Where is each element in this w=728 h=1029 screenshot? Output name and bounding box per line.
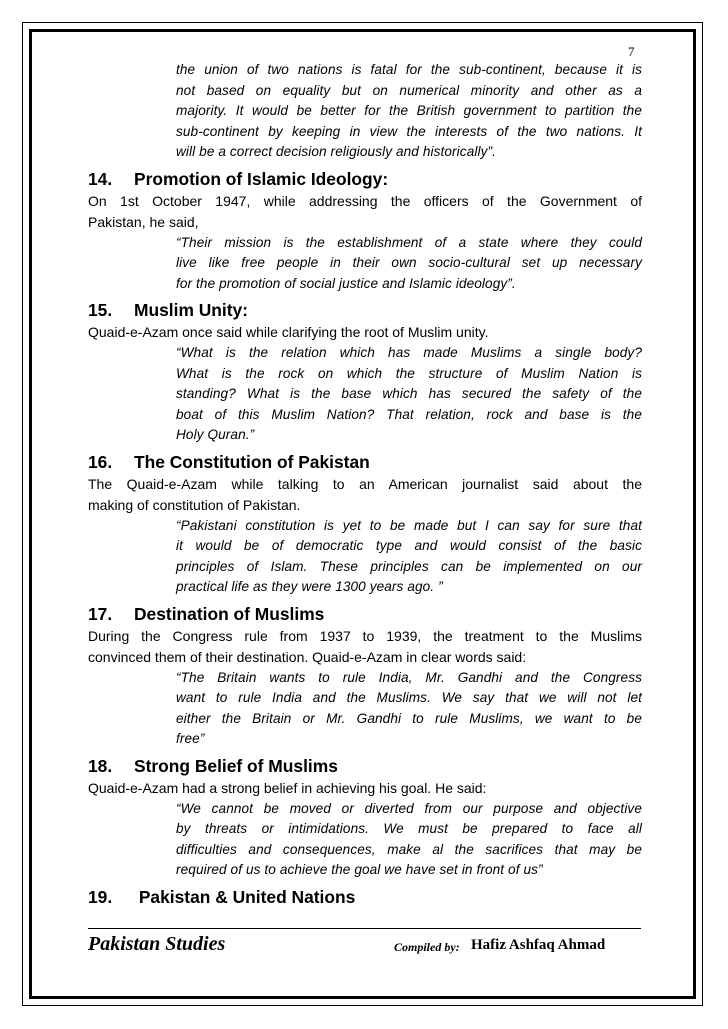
section-heading-14: [88, 167, 642, 191]
section-title: Muslim Unity:: [134, 300, 249, 320]
paragraph-line: convinced them of their destination. Quaid-e-Azam in clear words said:: [88, 648, 527, 665]
quote-line: boat of this Muslim Nation? That relation, rock and base is the: [176, 406, 642, 422]
section-heading-16: [88, 450, 642, 474]
footer-author: Hafiz Ashfaq Ahmad: [471, 937, 606, 953]
quote-line: What is the rock on which the structure of Muslim Nation is: [176, 365, 642, 381]
section-number: 16.: [88, 451, 113, 472]
quote-line: want to rule India and the Muslims. We say that we will not let: [176, 690, 642, 705]
quote-line: “What is the relation which has made Muslims a single body?: [176, 345, 642, 360]
quote-line: not based on equality but on numerical minority and other as a: [176, 82, 642, 98]
quote-line: either the Britain or Mr. Gandhi to rule Muslims, we want to be: [176, 710, 642, 726]
paragraph-line: Quaid-e-Azam had a strong belief in achieving his goal. He said:: [88, 779, 487, 796]
section-title: Strong Belief of Muslims: [134, 755, 338, 776]
quote-line: will be a correct decision religiously and historically”.: [176, 144, 496, 159]
intro-quote: [176, 60, 642, 163]
section-paragraph: [88, 191, 642, 233]
quote-line: “Their mission is the establishment of a state where they could: [176, 234, 642, 250]
section-title: Pakistan & United Nations: [134, 886, 356, 907]
section-number: 19.: [88, 886, 113, 907]
quote-line: “Pakistani constitution is yet to be made but I can say for sure that: [176, 517, 642, 533]
quote-line: by threats or intimidations. We must be prepared to face all: [176, 821, 642, 836]
quote-line: free”: [176, 731, 205, 746]
quote-line: for the promotion of social justice and Islamic ideology”.: [176, 275, 516, 291]
quote-line: the union of two nations is fatal for the sub-continent, because it is: [176, 62, 642, 77]
section-quote: [176, 516, 642, 598]
section-number: 18.: [88, 755, 113, 776]
quote-line: “We cannot be moved or diverted from our purpose and objective: [176, 800, 642, 816]
quote-line: difficulties and consequences, make al the sacrifices that may be: [176, 841, 642, 857]
quote-line: sub-continent by keeping in view the interests of the two nations. It: [176, 123, 642, 139]
section-paragraph: [88, 322, 642, 343]
quote-line: “The Britain wants to rule India, Mr. Gandhi and the Congress: [176, 669, 642, 685]
quote-line: majority. It would be better for the British government to partition the: [176, 103, 642, 118]
paragraph-line: On 1st October 1947, while addressing the officers of the Government of: [88, 192, 642, 209]
quote-line: principles of Islam. These principles can be implemented on our: [176, 558, 642, 574]
section-quote: [176, 343, 642, 446]
section-heading-18: [88, 754, 642, 778]
section-title: Destination of Muslims: [134, 603, 325, 624]
section-number: 15.: [88, 300, 113, 320]
section-number: 17.: [88, 603, 113, 624]
quote-line: it would be of democratic type and would consist of the basic: [176, 538, 642, 553]
section-paragraph: [88, 626, 642, 668]
footer-compiled-by: Compiled by:: [394, 940, 460, 954]
section-title: The Constitution of Pakistan: [134, 451, 370, 472]
quote-line: required of us to achieve the goal we have set in front of us”: [176, 862, 543, 877]
section-paragraph: [88, 778, 642, 799]
quote-line: Holy Quran.”: [176, 427, 255, 442]
footer-divider: [88, 928, 641, 929]
paragraph-line: During the Congress rule from 1937 to 1939, the treatment to the Muslims: [88, 627, 642, 644]
page-number: 7: [628, 44, 635, 59]
section-heading-19: [88, 885, 642, 909]
section-paragraph: [88, 474, 642, 516]
quote-line: standing? What is the base which has secured the safety of the: [176, 386, 642, 401]
section-quote: [176, 799, 642, 881]
quote-line: live like free people in their own socio-cultural set up necessary: [176, 255, 642, 270]
footer-subject: Pakistan Studies: [88, 933, 226, 955]
section-quote: [176, 233, 642, 295]
section-heading-15: [88, 298, 642, 322]
paragraph-line: The Quaid-e-Azam while talking to an American journalist said about the: [88, 475, 642, 492]
section-number: 14.: [88, 168, 113, 189]
section-title: Promotion of Islamic Ideology:: [134, 168, 389, 189]
document-body: [88, 60, 642, 909]
paragraph-line: Pakistan, he said,: [88, 213, 199, 230]
section-heading-17: [88, 602, 642, 626]
quote-line: practical life as they were 1300 years ago. ”: [176, 579, 443, 594]
paragraph-line: Quaid-e-Azam once said while clarifying the root of Muslim unity.: [88, 324, 489, 340]
paragraph-line: making of constitution of Pakistan.: [88, 496, 301, 513]
section-quote: [176, 668, 642, 750]
